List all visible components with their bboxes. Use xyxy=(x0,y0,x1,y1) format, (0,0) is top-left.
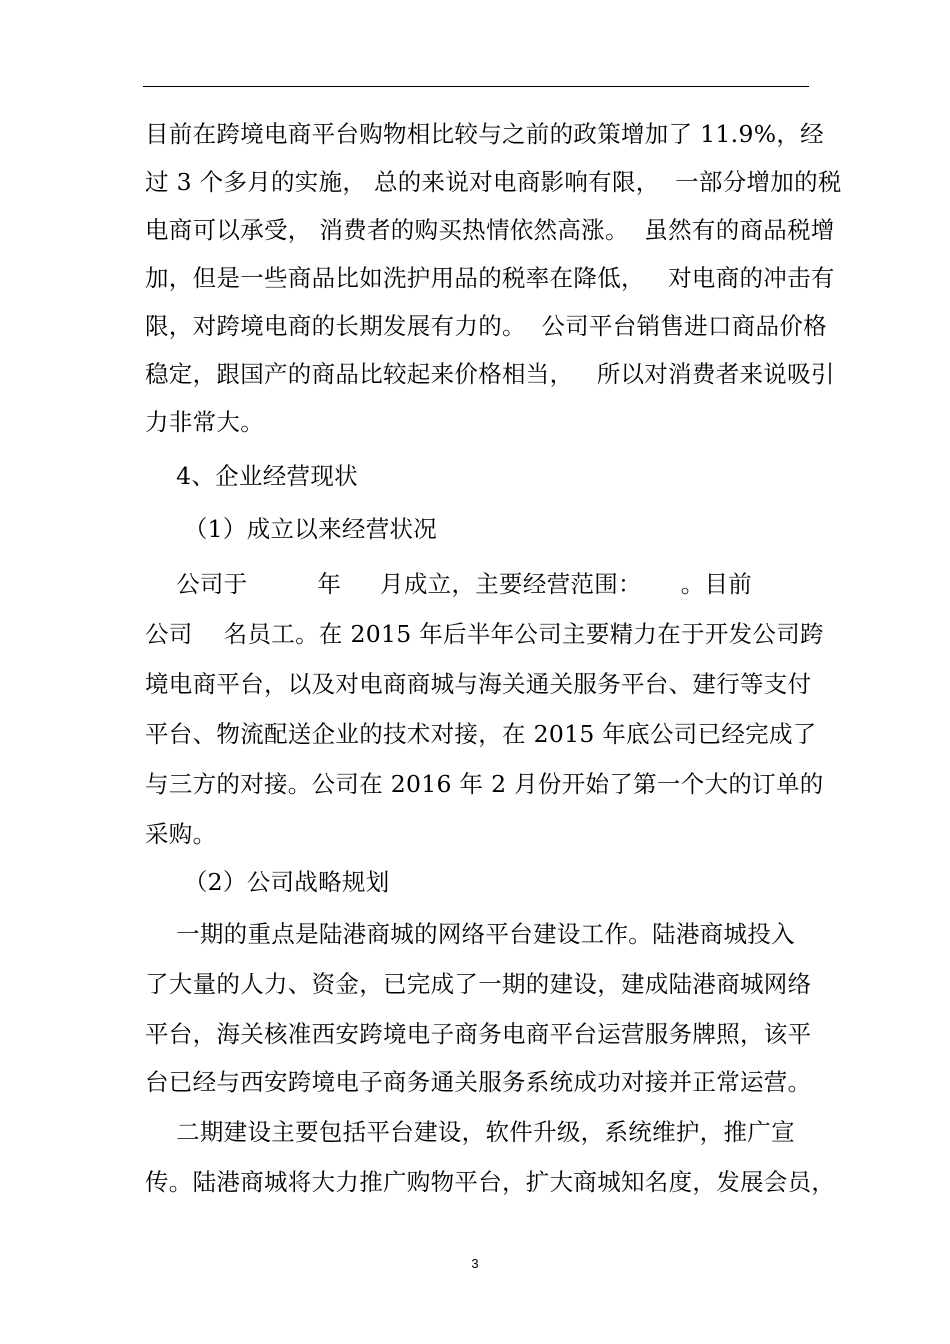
subsection-heading: （2）公司战略规划 xyxy=(145,868,390,896)
text-line: 过 3 个多月的实施， 总的来说对电商影响有限， 一部分增加的税 xyxy=(145,168,842,196)
text-line: 公司于 年 月成立，主要经营范围： 。目前 xyxy=(145,570,753,598)
text-line: 加，但是一些商品比如洗护用品的税率在降低， 对电商的冲击有 xyxy=(145,264,835,292)
text-line: 限，对跨境电商的长期发展有力的。 公司平台销售进口商品价格 xyxy=(145,312,827,340)
text-line: 传。陆港商城将大力推广购物平台，扩大商城知名度，发展会员， xyxy=(145,1168,836,1196)
text-line: 目前在跨境电商平台购物相比较与之前的政策增加了 11.9%，经 xyxy=(145,120,824,148)
text-line: 公司 名员工。在 2015 年后半年公司主要精力在于开发公司跨 xyxy=(145,620,824,648)
text-line: 力非常大。 xyxy=(145,408,264,436)
text-line: 与三方的对接。公司在 2016 年 2 月份开始了第一个大的订单的 xyxy=(145,770,824,798)
text-line: 电商可以承受， 消费者的购买热情依然高涨。 虽然有的商品税增 xyxy=(145,216,835,244)
text-line: 一期的重点是陆港商城的网络平台建设工作。陆港商城投入 xyxy=(145,920,795,948)
text-line: 境电商平台，以及对电商商城与海关通关服务平台、建行等支付 xyxy=(145,670,812,698)
header-rule xyxy=(143,86,809,87)
text-line: 平台、物流配送企业的技术对接，在 2015 年底公司已经完成了 xyxy=(145,720,817,748)
page-number: 3 xyxy=(471,1256,479,1271)
subsection-heading: （1）成立以来经营状况 xyxy=(145,515,438,543)
text-line: 采购。 xyxy=(145,820,217,848)
text-line: 平台，海关核准西安跨境电子商务电商平台运营服务牌照，该平 xyxy=(145,1020,812,1048)
text-line: 二期建设主要包括平台建设，软件升级，系统维护，推广宣 xyxy=(145,1118,795,1146)
section-heading: 4、企业经营现状 xyxy=(145,462,358,490)
text-line: 稳定，跟国产的商品比较起来价格相当， 所以对消费者来说吸引 xyxy=(145,360,835,388)
text-line: 台已经与西安跨境电子商务通关服务系统成功对接并正常运营。 xyxy=(145,1068,812,1096)
text-line: 了大量的人力、资金，已完成了一期的建设，建成陆港商城网络 xyxy=(145,970,812,998)
